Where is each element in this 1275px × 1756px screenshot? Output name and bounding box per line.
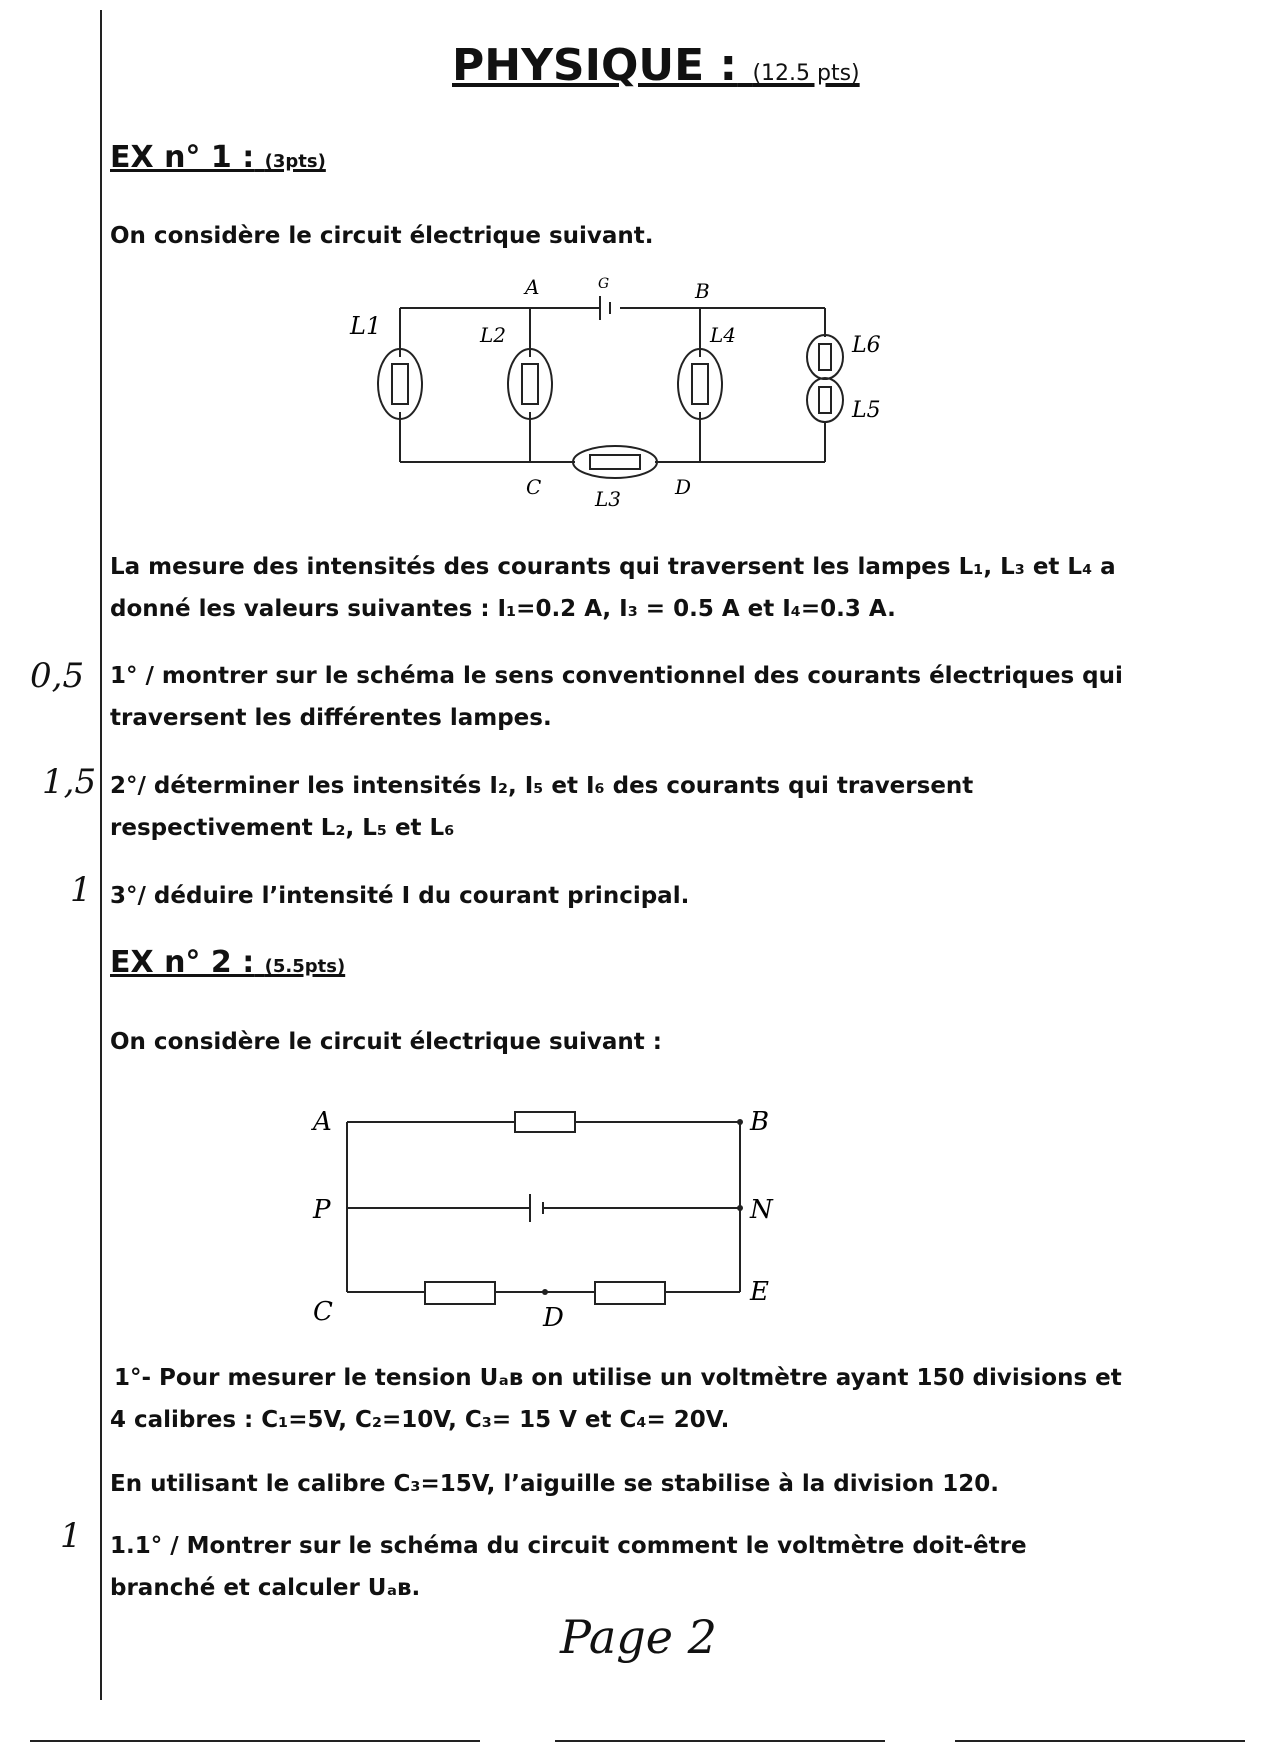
node-A-label: A [313,1107,332,1137]
ex2-circuit-diagram [285,1090,815,1340]
ex1-measure-line1: La mesure des intensités des courants qui traversent les lampes L₁, L₃ et L₄ a [110,554,1116,580]
node-D-label: D [543,1303,564,1333]
node-B-label: B [695,279,710,303]
ex1-intro: On considère le circuit électrique suivant. [110,223,654,249]
node-N-label: N [750,1195,773,1225]
lamp-L4-label: L4 [710,323,737,347]
bottom-divider-left [30,1740,480,1742]
ex2-q1-line2: 4 calibres : C₁=5V, C₂=10V, C₃= 15 V et C₄= 20V. [110,1407,730,1433]
ex2-intro: On considère le circuit électrique suivant : [110,1029,662,1055]
lamp-L1-label: L1 [350,312,382,340]
margin-mark-q11: 1 [60,1516,82,1556]
ex2-heading: EX n° 2 : (5.5pts) [110,945,346,980]
ex1-q2-line2: respectivement L₂, L₅ et L₆ [110,815,455,841]
lamp-L6-label: L6 [852,333,881,358]
node-C-label: C [526,475,542,499]
lamp-L5-label: L5 [852,398,881,423]
lamp-L3-label: L3 [595,487,622,511]
ex1-q1-line1: 1° / montrer sur le schéma le sens conventionnel des courants électriques qui [110,663,1123,689]
ex1-q1-line2: traversent les différentes lampes. [110,705,552,731]
page-number-handwritten: Page 2 [560,1610,717,1664]
bottom-divider-middle [555,1740,885,1742]
ex2-q11-line1: 1.1° / Montrer sur le schéma du circuit comment le voltmètre doit-être [110,1533,1027,1559]
node-C-label: C [313,1297,333,1327]
margin-mark-q1: 0,5 [30,656,85,696]
ex1-circuit-diagram [330,272,890,522]
ex2-calibre-line: En utilisant le calibre C₃=15V, l’aiguille se stabilise à la division 120. [110,1471,1000,1497]
margin-mark-q2: 1,5 [42,762,97,802]
generator-G-label: G [598,276,610,292]
margin-mark-q3: 1 [70,870,92,910]
node-D-label: D [675,475,692,499]
margin-line [100,10,102,1700]
lamp-L2-label: L2 [480,323,507,347]
ex1-heading: EX n° 1 : (3pts) [110,140,326,175]
bottom-divider-right [955,1740,1245,1742]
page-title: PHYSIQUE : (12.5 pts) [452,40,860,91]
ex2-q11-line2: branché et calculer Uₐʙ. [110,1575,421,1601]
node-A-label: A [525,275,540,299]
node-E-label: E [750,1277,769,1307]
ex1-measure-line2: donné les valeurs suivantes : I₁=0.2 A, I₃ = 0.5 A et I₄=0.3 A. [110,596,896,622]
ex1-q3: 3°/ déduire l’intensité I du courant principal. [110,883,690,909]
node-B-label: B [750,1107,770,1137]
node-P-label: P [313,1195,331,1225]
ex2-q1-line1: 1°- Pour mesurer le tension Uₐʙ on utilise un voltmètre ayant 150 divisions et [114,1365,1122,1391]
ex1-q2-line1: 2°/ déterminer les intensités I₂, I₅ et I₆ des courants qui traversent [110,773,974,799]
